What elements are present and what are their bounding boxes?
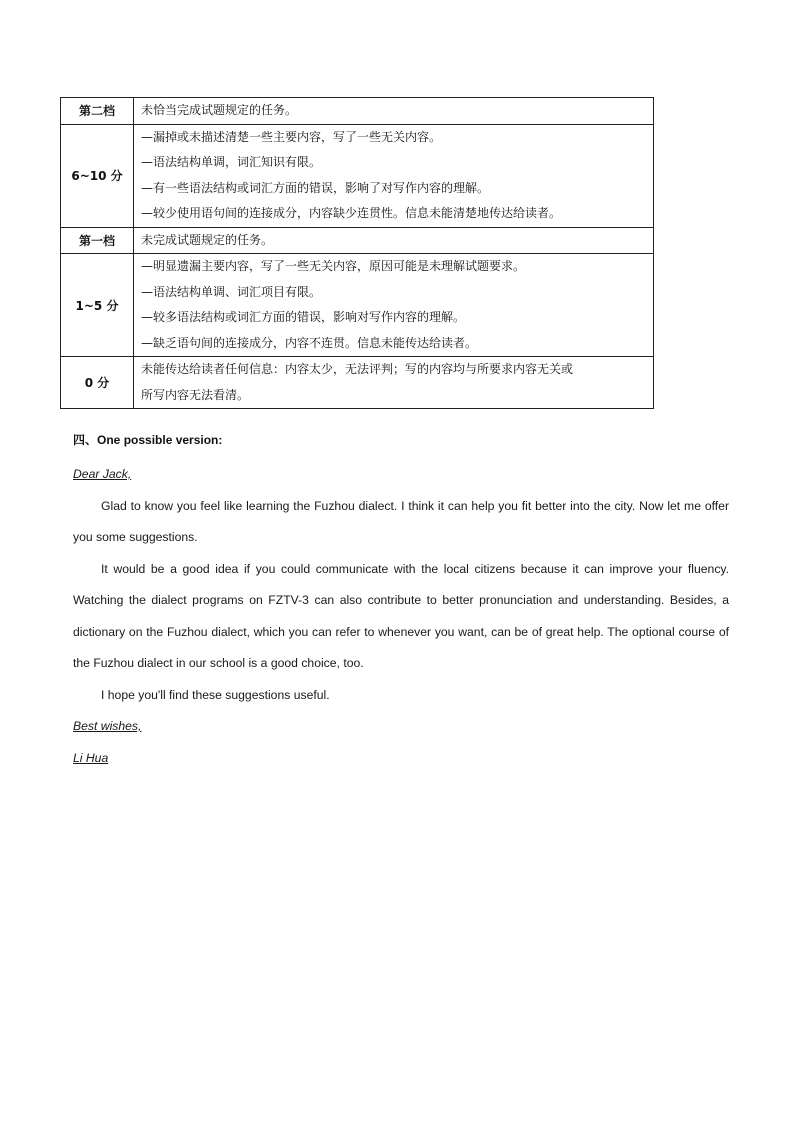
sample-letter bbox=[73, 459, 729, 774]
tier1-requirement: 未完成试题规定的任务。 bbox=[134, 227, 654, 254]
tier1-point: —明显遗漏主要内容，写了一些无关内容，原因可能是未理解试题要求。 bbox=[141, 259, 526, 273]
scoring-rubric-table bbox=[60, 97, 654, 409]
tier1-header-row bbox=[61, 227, 654, 254]
letter-salutation: Dear Jack, bbox=[73, 467, 132, 481]
tier2-point: —漏掉或未描述清楚一些主要内容，写了一些无关内容。 bbox=[141, 129, 442, 144]
tier2-point: —较少使用语句间的连接成分，内容缺少连贯性。信息未能清楚地传达给读者。 bbox=[141, 206, 562, 220]
tier2-points bbox=[134, 124, 654, 227]
section-title: One possible version: bbox=[97, 433, 223, 447]
tier2-detail-row bbox=[61, 124, 654, 227]
letter-signature: Li Hua bbox=[73, 750, 109, 765]
tier0-row bbox=[61, 357, 654, 409]
tier0-description: 未能传达给读者任何信息：内容太少，无法评判；写的内容均与所要求内容无关或 所写内容无法看清。 bbox=[134, 357, 654, 409]
tier2-point: —语法结构单调，词汇知识有限。 bbox=[141, 155, 322, 169]
tier2-label: 第二档 bbox=[61, 98, 134, 125]
tier1-label: 第一档 bbox=[61, 227, 134, 254]
tier1-point: —较多语法结构或词汇方面的错误，影响对写作内容的理解。 bbox=[141, 310, 466, 324]
tier2-header-row bbox=[61, 98, 654, 125]
letter-paragraph: Glad to know you feel like learning the Fuzhou dialect. I think it can help you fit better into the city. Now let me offer you some suggestions. bbox=[73, 498, 729, 544]
tier1-score: 1~5 分 bbox=[61, 254, 134, 357]
tier1-detail-row bbox=[61, 254, 654, 357]
tier1-point: —语法结构单调、词汇项目有限。 bbox=[141, 284, 322, 299]
letter-closing: Best wishes, bbox=[73, 719, 142, 733]
tier2-point: —有一些语法结构或词汇方面的错误，影响了对写作内容的理解。 bbox=[141, 180, 490, 195]
section-number: 四、 bbox=[73, 433, 98, 447]
tier2-requirement: 未恰当完成试题规定的任务。 bbox=[134, 98, 654, 125]
tier2-score: 6~10 分 bbox=[61, 124, 134, 227]
tier1-point: —缺乏语句间的连接成分，内容不连贯。信息未能传达给读者。 bbox=[141, 335, 478, 350]
letter-paragraph: I hope you'll find these suggestions useful. bbox=[101, 687, 330, 702]
tier0-score: 0 分 bbox=[61, 357, 134, 409]
section-heading bbox=[73, 431, 222, 448]
tier1-points bbox=[134, 254, 654, 357]
letter-paragraph: It would be a good idea if you could communicate with the local citizens because it can improve your fluency. Watching the dialect programs on FZTV-3 can also contribute to better pronunciation and understanding. Besides, a dictionary on the Fuzhou dialect, which you can refer to whenever you want, can be of great help. The optional course of the Fuzhou dialect in our school is a good choice, too. bbox=[73, 561, 729, 670]
